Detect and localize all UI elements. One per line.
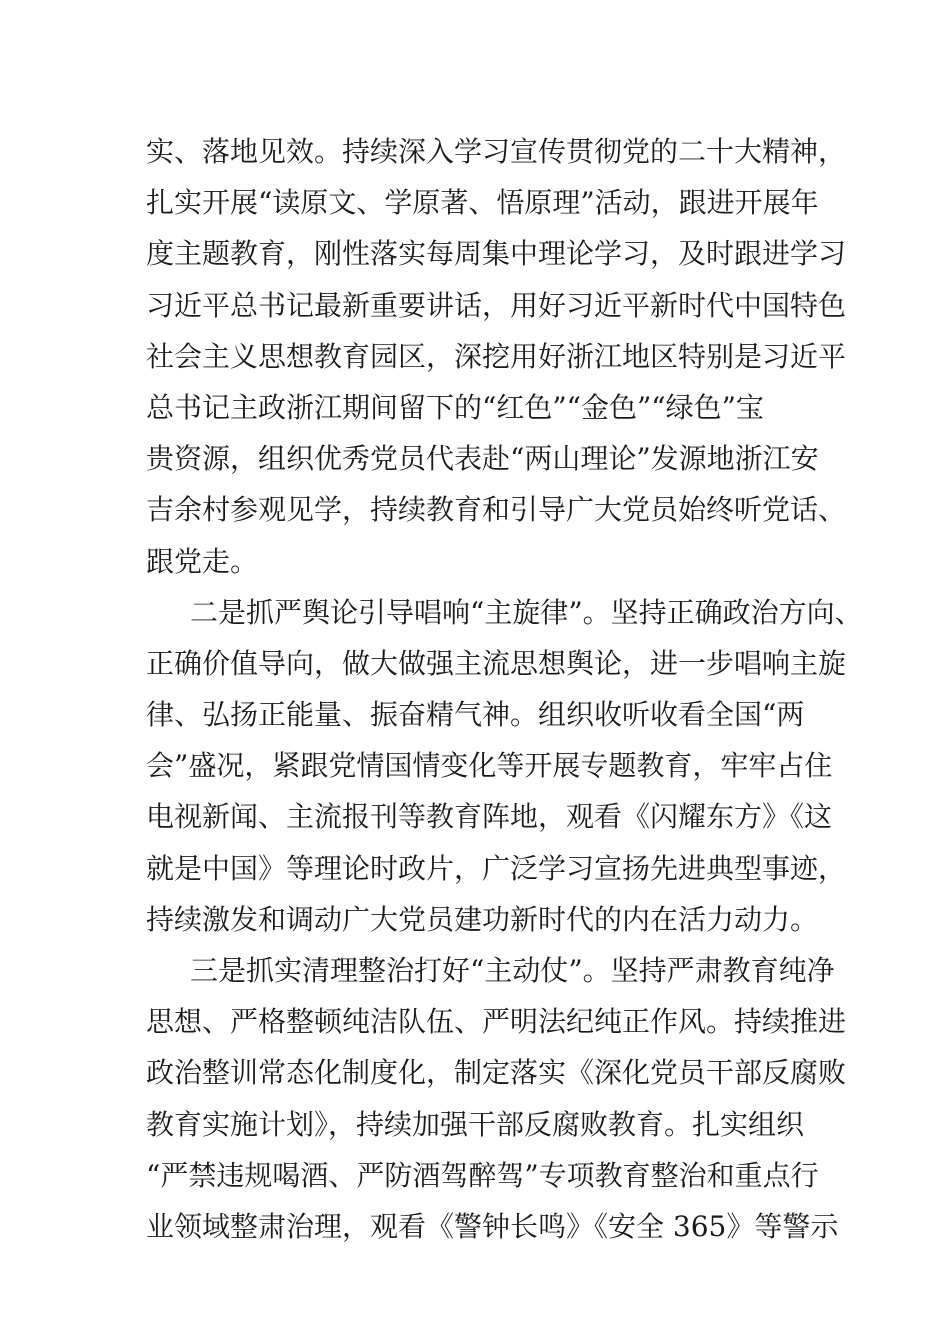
text-line-5: 社会主义思想教育园区，深挖用好浙江地区特别是习近平 xyxy=(146,339,847,373)
text-line-6: 总书记主政浙江期间留下的“红色”“金色”“绿色”宝 xyxy=(146,390,764,424)
text-line-15: 就是中国》等理论时政片，广泛学习宣扬先进典型事迹， xyxy=(146,851,847,885)
text-line-12: 律、弘扬正能量、振奋精气神。组织收听收看全国“两 xyxy=(146,698,805,732)
paragraph-2-heading-line: 二是抓严舆论引导唱响“主旋律”。坚持正确政治方向、 xyxy=(190,595,863,629)
text-line-20: 教育实施计划》，持续加强干部反腐败教育。扎实组织 xyxy=(146,1107,805,1141)
text-line-2: 扎实开展“读原文、学原著、悟原理”活动，跟进开展年 xyxy=(146,186,819,220)
text-line-22: 业领域整肃治理，观看《警钟长鸣》《安全 365》等警示 xyxy=(146,1209,839,1243)
text-line-9: 跟党走。 xyxy=(146,544,259,578)
text-line-13: 会”盛况，紧跟党情国情变化等开展专题教育，牢牢占住 xyxy=(146,749,833,783)
text-line-4: 习近平总书记最新重要讲话，用好习近平新时代中国特色 xyxy=(146,288,847,322)
text-line-11: 正确价值导向，做大做强主流思想舆论，进一步唱响主旋 xyxy=(146,646,847,680)
text-line-8: 吉余村参观见学，持续教育和引导广大党员始终听党话、 xyxy=(146,493,847,527)
text-line-19: 政治整训常态化制度化，制定落实《深化党员干部反腐败 xyxy=(146,1056,847,1090)
text-line-16: 持续激发和调动广大党员建功新时代的内在活力动力。 xyxy=(146,902,819,936)
text-line-14: 电视新闻、主流报刊等教育阵地，观看《闪耀东方》《这 xyxy=(146,800,833,834)
text-line-18: 思想、严格整顿纯洁队伍、严明法纪纯正作风。持续推进 xyxy=(146,1005,847,1039)
text-line-3: 度主题教育，刚性落实每周集中理论学习，及时跟进学习 xyxy=(146,237,847,271)
text-line-7: 贵资源，组织优秀党员代表赴“两山理论”发源地浙江安 xyxy=(146,442,819,476)
document-body xyxy=(146,126,863,1252)
text-line-21: “严禁违规喝酒、严防酒驾醉驾”专项教育整治和重点行 xyxy=(146,1158,819,1192)
paragraph-3-heading-line: 三是抓实清理整治打好“主动仗”。坚持严肃教育纯净 xyxy=(190,954,835,987)
text-line-1: 实、落地见效。持续深入学习宣传贯彻党的二十大精神， xyxy=(146,135,847,168)
